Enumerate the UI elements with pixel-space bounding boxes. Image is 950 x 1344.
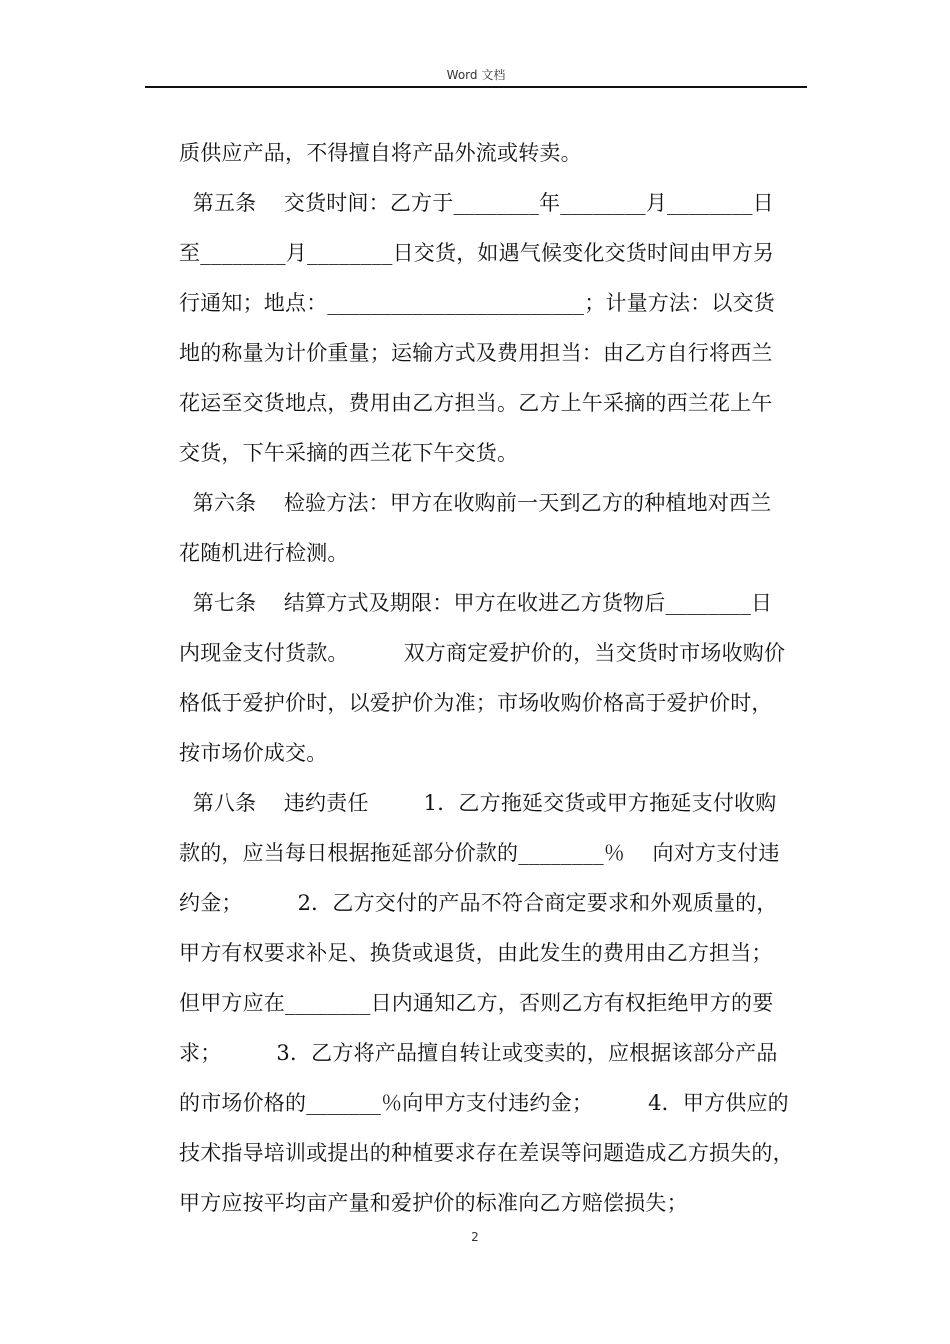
body-line: 质供应产品，不得擅自将产品外流或转卖。 (179, 141, 582, 165)
body-line: 花随机进行检测。 (179, 541, 349, 565)
body-line: 第六条 检验方法：甲方在收购前一天到乙方的种植地对西兰 (179, 491, 772, 515)
body-line: 第八条 违约责任 1．乙方拖延交货或甲方拖延支付收购 (179, 791, 777, 815)
body-line: 甲方应按平均亩产量和爱护价的标准向乙方赔偿损失； (179, 1191, 688, 1215)
body-line: 花运至交货地点，费用由乙方担当。乙方上午采摘的西兰花上午 (179, 391, 773, 415)
body-line: 交货，下午采摘的西兰花下午交货。 (179, 441, 519, 465)
body-line: 内现金支付货款。 双方商定爱护价的，当交货时市场收购价 (179, 641, 786, 665)
body-line: 按市场价成交。 (179, 741, 328, 765)
body-line: 第七条 结算方式及期限：甲方在收进乙方货物后________日 (179, 591, 773, 615)
body-line: 求； 3．乙方将产品擅自转让或变卖的，应根据该部分产品 (179, 1041, 778, 1065)
page-number: 2 (471, 1230, 479, 1244)
body-line: 约金； 2．乙方交付的产品不符合商定要求和外观质量的， (179, 891, 778, 915)
document-body (179, 128, 819, 1228)
body-line: 但甲方应在________日内通知乙方，否则乙方有权拒绝甲方的要 (179, 991, 774, 1015)
body-line: 地的称量为计价重量；运输方式及费用担当：由乙方自行将西兰 (179, 341, 773, 365)
body-line: 格低于爱护价时，以爱护价为准；市场收购价格高于爱护价时， (179, 691, 773, 715)
body-line: 第五条 交货时间：乙方于________年________月________日 (179, 191, 774, 215)
header-rule (145, 86, 807, 88)
page-header: Word 文档 (446, 68, 506, 82)
body-line: 技术指导培训或提出的种植要求存在差误等问题造成乙方损失的， (179, 1141, 794, 1165)
body-line: 至________月________日交货，如遇气候变化交货时间由甲方另 (179, 241, 775, 265)
body-line: 甲方有权要求补足、换货或退货，由此发生的费用由乙方担当； (179, 941, 773, 965)
body-line: 款的，应当每日根据拖延部分价款的________％ 向对方支付违 (179, 841, 780, 865)
body-line: 行通知；地点：________________________；计量方法：以交货 (179, 291, 775, 315)
body-line: 的市场价格的_______％向甲方支付违约金； 4．甲方供应的 (179, 1091, 789, 1115)
